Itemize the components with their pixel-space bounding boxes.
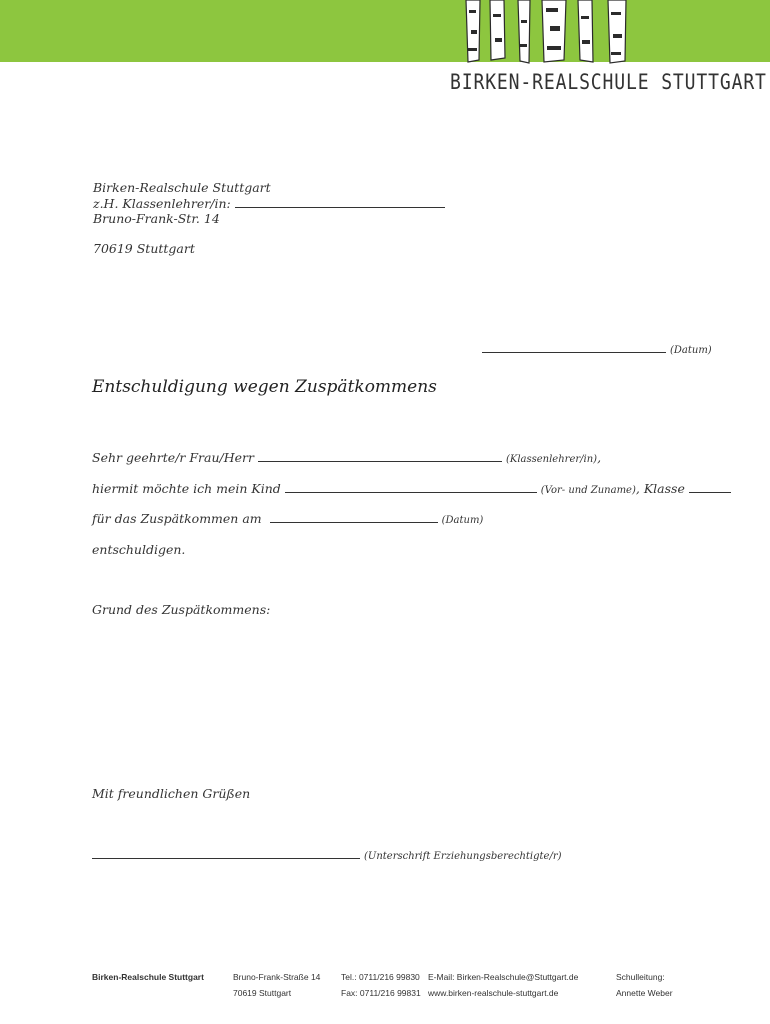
footer-website[interactable]: www.birken-realschule-stuttgart.de (428, 988, 559, 998)
class-field[interactable] (689, 482, 731, 493)
salutation-row (92, 450, 601, 465)
address-line-city: 70619 Stuttgart (93, 241, 195, 256)
salutation-suffix: , (597, 450, 602, 465)
footer-head-name: Annette Weber (616, 988, 673, 998)
footer-head-label: Schulleitung: (616, 972, 665, 982)
salutation-prefix: Sehr geehrte/r Frau/Herr (92, 450, 254, 465)
teacher-salutation-field[interactable] (258, 451, 502, 462)
late-row (92, 511, 483, 526)
reason-label: Grund des Zuspätkommens: (92, 602, 271, 617)
closing-text: Mit freundlichen Grüßen (92, 786, 251, 801)
address-line-teacher (93, 196, 445, 211)
date-hint: (Datum) (669, 345, 712, 356)
footer-fax: Fax: 0711/216 99831 (341, 988, 421, 998)
address-line-street: Bruno-Frank-Str. 14 (93, 211, 220, 226)
signature-hint: (Unterschrift Erziehungsberechtigte/r) (363, 851, 562, 862)
late-prefix: für das Zuspätkommen am (92, 511, 262, 526)
teacher-name-field[interactable] (235, 197, 445, 208)
footer-school-name: Birken-Realschule Stuttgart (92, 972, 204, 982)
late-date-field[interactable] (270, 512, 438, 523)
child-name-field[interactable] (285, 482, 537, 493)
footer-tel: Tel.: 0711/216 99830 (341, 972, 420, 982)
class-label: , Klasse (635, 481, 685, 496)
footer-email[interactable]: E-Mail: Birken-Realschule@Stuttgart.de (428, 972, 579, 982)
birch-trees-logo-icon (460, 0, 645, 66)
school-logo-text: BIRKEN-REALSCHULE STUTTGART (450, 70, 767, 94)
child-row (92, 481, 731, 496)
address-line-school: Birken-Realschule Stuttgart (93, 180, 271, 195)
date-row (482, 341, 712, 356)
child-prefix: hiermit möchte ich mein Kind (92, 481, 281, 496)
signature-field[interactable] (92, 848, 360, 859)
salutation-hint: (Klassenlehrer/in) (505, 454, 598, 465)
child-hint: (Vor- und Zuname) (540, 485, 636, 496)
footer-city: 70619 Stuttgart (233, 988, 292, 998)
late-hint: (Datum) (441, 515, 484, 526)
page-title: Entschuldigung wegen Zuspätkommens (92, 377, 437, 397)
teacher-label: z.H. Klassenlehrer/in: (93, 196, 231, 211)
footer-street: Bruno-Frank-Straße 14 (233, 972, 321, 982)
header-band (0, 0, 770, 62)
signature-row (92, 847, 562, 862)
date-field[interactable] (482, 342, 666, 353)
excuse-text: entschuldigen. (92, 542, 186, 557)
